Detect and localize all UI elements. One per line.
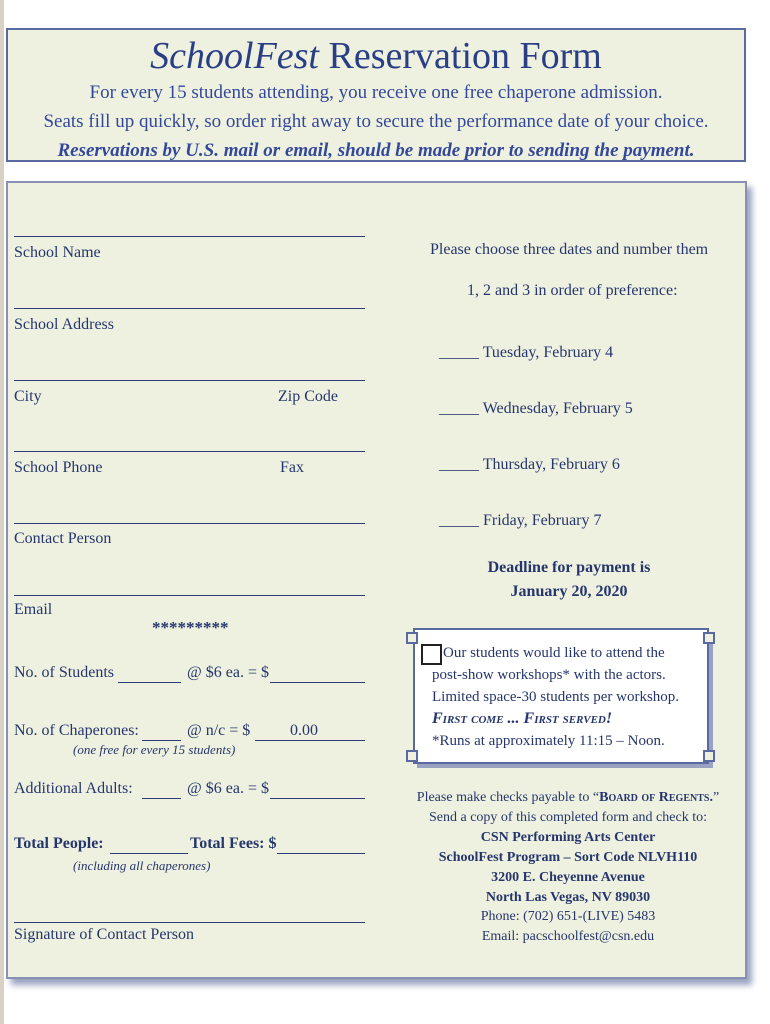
city-label: City: [14, 388, 42, 405]
date-label: Wednesday, February 5: [482, 400, 633, 417]
total-people-line[interactable]: [110, 853, 188, 854]
dates-intro-2: 1, 2 and 3 in order of preference:: [467, 282, 678, 299]
chaperones-count-line[interactable]: [142, 740, 181, 741]
fax-label: Fax: [280, 459, 304, 476]
email-value-stars: *********: [152, 618, 229, 637]
email-line[interactable]: [14, 595, 365, 596]
date-blank: _____: [439, 344, 479, 361]
workshop-line-5: *Runs at approximately 11:15 – Noon.: [432, 733, 665, 749]
chaperones-total-value: 0.00: [290, 722, 318, 739]
students-count-line[interactable]: [118, 682, 181, 683]
total-fees-line[interactable]: [277, 853, 365, 854]
contact-person-line[interactable]: [14, 523, 365, 524]
workshop-line-4: First come ... First served!: [432, 710, 613, 727]
date-label: Friday, February 7: [483, 512, 602, 529]
payment-post: ”: [712, 790, 720, 805]
date-blank: _____: [439, 456, 479, 473]
box-corner: [703, 750, 715, 762]
school-name-label: School Name: [14, 244, 101, 261]
date-option-1[interactable]: [439, 344, 613, 362]
dates-intro-1: Please choose three dates and number them: [430, 241, 709, 258]
signature-line[interactable]: [14, 922, 365, 923]
signature-label: Signature of Contact Person: [14, 926, 194, 943]
city-zip-line[interactable]: [14, 380, 365, 381]
payment-pre: Please make checks payable to “: [416, 790, 600, 805]
total-note: (including all chaperones): [73, 858, 211, 873]
chaperones-total-line[interactable]: [255, 740, 365, 741]
form-header: [6, 28, 746, 162]
date-label: Thursday, February 6: [482, 456, 620, 473]
payment-line-4: SchoolFest Program – Sort Code NLVH110: [438, 850, 698, 865]
deadline-line-2: January 20, 2020: [510, 583, 628, 600]
date-label: Tuesday, February 4: [482, 344, 614, 361]
date-option-4[interactable]: [439, 512, 602, 530]
zip-label: Zip Code: [278, 388, 338, 405]
total-fees-label: Total Fees: $: [190, 835, 277, 852]
school-phone-label: School Phone: [14, 459, 103, 476]
payment-payee: Board of Regents.: [599, 790, 713, 805]
workshop-line-3: Limited space-30 students per workshop.: [432, 689, 680, 705]
workshop-line-2: post-show workshops* with the actors.: [432, 667, 666, 683]
header-line-3: Reservations by U.S. mail or email, should be made prior to sending the payment.: [57, 140, 695, 161]
total-people-label: Total People:: [14, 835, 104, 852]
school-name-line[interactable]: [14, 236, 365, 237]
adults-rate: @ $6 ea. = $: [187, 780, 269, 797]
box-corner: [406, 750, 418, 762]
payment-line-6: North Las Vegas, NV 89030: [485, 890, 651, 905]
students-rate: @ $6 ea. = $: [187, 664, 269, 681]
adults-total-line[interactable]: [270, 798, 365, 799]
header-line-2: Seats fill up quickly, so order right away to secure the performance date of your choice.: [43, 111, 709, 132]
date-blank: _____: [439, 400, 479, 417]
adults-count-line[interactable]: [142, 798, 181, 799]
title-rest: Reservation Form: [319, 35, 602, 77]
contact-person-label: Contact Person: [14, 530, 112, 547]
school-address-line[interactable]: [14, 308, 365, 309]
date-option-3[interactable]: [439, 456, 620, 474]
payment-line-2: Send a copy of this completed form and check to:: [429, 810, 707, 825]
adults-label: Additional Adults:: [14, 780, 133, 797]
payment-line-7: Phone: (702) 651-(LIVE) 5483: [480, 909, 656, 924]
students-total-line[interactable]: [270, 682, 365, 683]
chaperones-note: (one free for every 15 students): [73, 742, 236, 757]
header-line-1: For every 15 students attending, you receive one free chaperone admission.: [89, 82, 663, 103]
students-label: No. of Students: [14, 664, 114, 681]
title-italic: SchoolFest: [150, 35, 319, 77]
payment-line-1: [408, 790, 728, 806]
workshop-line-1: Our students would like to attend the: [443, 645, 665, 661]
phone-fax-line[interactable]: [14, 451, 365, 452]
box-corner: [703, 632, 715, 644]
chaperones-label: No. of Chaperones:: [14, 722, 139, 739]
date-blank: _____: [439, 512, 479, 529]
payment-line-5: 3200 E. Cheyenne Avenue: [491, 870, 645, 885]
box-corner: [406, 632, 418, 644]
email-label: Email: [14, 601, 53, 618]
form-title: [8, 34, 744, 78]
chaperones-rate: @ n/c = $: [187, 722, 251, 739]
payment-line-8: Email: pacschoolfest@csn.edu: [481, 929, 655, 944]
deadline-line-1: Deadline for payment is: [487, 559, 651, 576]
workshop-checkbox[interactable]: [421, 644, 442, 665]
school-address-label: School Address: [14, 316, 114, 333]
date-option-2[interactable]: [439, 400, 633, 418]
page-edge: [0, 0, 4, 1024]
payment-line-3: CSN Performing Arts Center: [480, 830, 656, 845]
